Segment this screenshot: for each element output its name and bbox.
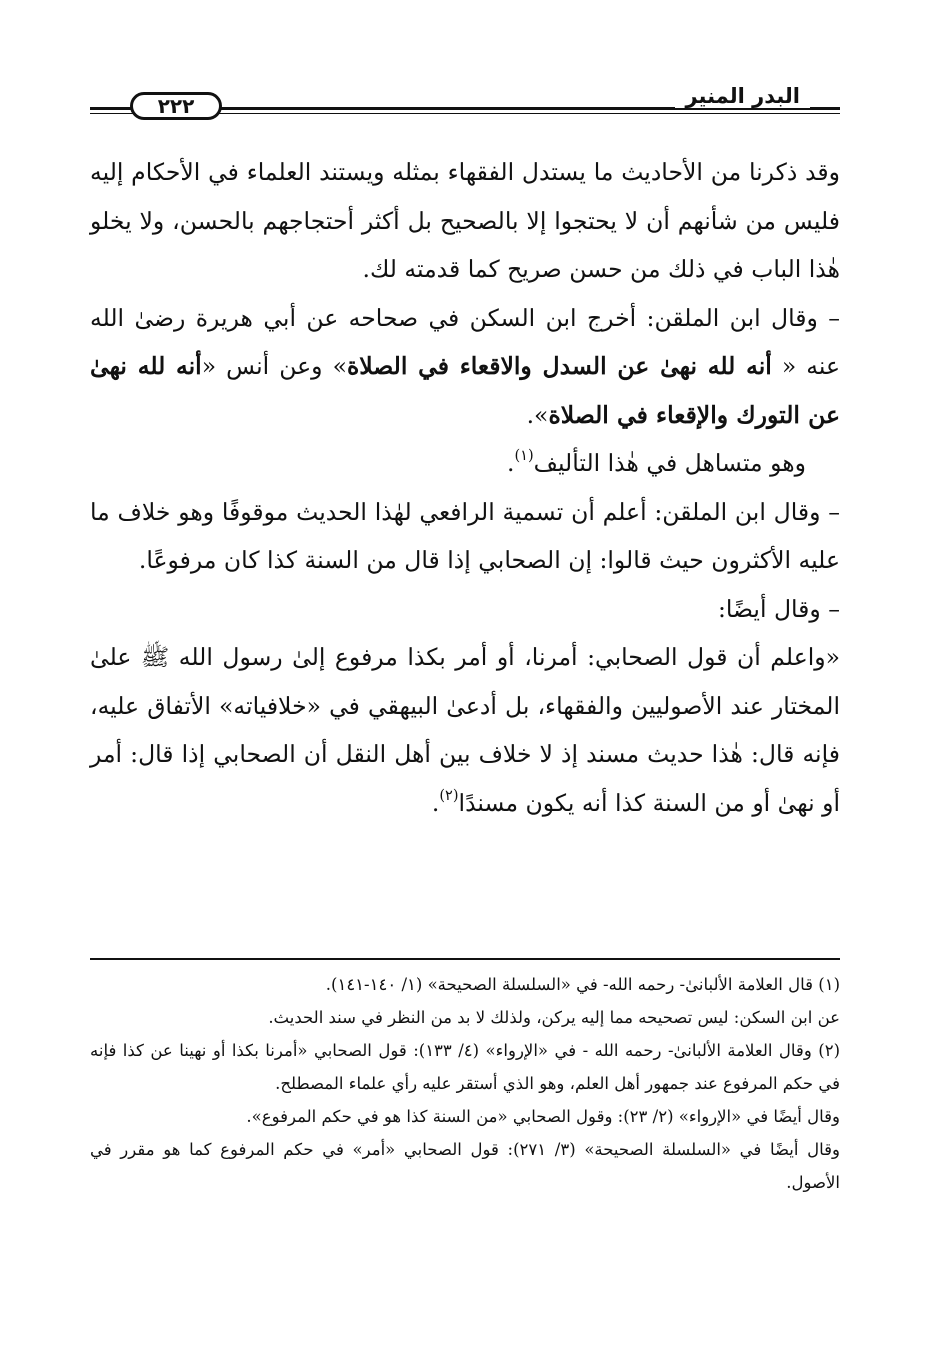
page-number: ٢٢٢	[130, 92, 222, 120]
main-text	[90, 148, 840, 827]
footnote-2: (٢) وقال العلامة الألبانىٰ- رحمه الله - في «الإرواء» (٤/ ١٣٣): قول الصحابي «أمرنا بكذا أو نهينا عن كذا فإنه في حكم المرفوع عند جمهور أهل العلم، وهو الذي أستقر عليه رأي علماء المصطلح.	[90, 1041, 840, 1093]
paragraph-also-said: – وقال أيضًا:	[717, 594, 840, 623]
footnotes	[90, 968, 840, 1199]
book-title: البدر المنير	[675, 84, 810, 108]
text-span: » وعن أنس «	[201, 352, 347, 380]
footnote-1: (١) قال العلامة الألبانىٰ- رحمه الله- في «السلسلة الصحيحة» (١/ ١٤٠-١٤١).	[325, 975, 840, 994]
hadith-quote-2: أنه لله نهىٰ عن التورك والإقعاء في الصلاة	[90, 352, 840, 429]
paragraph-quote	[90, 633, 840, 827]
text-span: .	[431, 788, 440, 817]
paragraph-rafii: – وقال ابن الملقن: أعلم أن تسمية الرافعي لهٰذا الحديث موقوفًا وهو خلاف ما عليه الأكثرون حيث قالوا: إن الصحابي إذا قال من السنة كذا كان مرفوعًا.	[90, 497, 840, 574]
hadith-quote-1: أنه لله نهىٰ عن السدل والاقعاء في الصلاة	[346, 352, 772, 380]
footnote-2-continued: وقال أيضًا في «السلسلة الصحيحة» (٣/ ٢٧١): قول الصحابي «أمر» في حكم المرفوع كما هو مقرر في الأصول.	[90, 1140, 840, 1192]
text-span: ».	[526, 400, 549, 429]
paragraph-ibn-mulaqqin-hadith	[90, 294, 840, 440]
page-header	[90, 82, 840, 130]
text-span: «واعلم أن قول الصحابي: أمرنا، أو أمر بكذا مرفوع إلىٰ رسول الله ﷺ علىٰ المختار عند الأصوليين والفقهاء، بل أدعىٰ البيهقي في «خلافياته» الأتفاق عليه، فإنه قال: هٰذا حديث مسند إذ لا خلاف بين أهل النقل أن الصحابي إذا قال: أمر أو نهىٰ أو من السنة كذا أنه يكون مسندًا	[90, 643, 840, 817]
text-span: .	[506, 449, 515, 477]
text-span: – وقال ابن الملقن: أخرج ابن السكن في صحاحه عن أبي هريرة رضىٰ الله عنه «	[90, 303, 840, 380]
footnote-ref-2: (٢)	[439, 786, 459, 804]
footnote-separator	[90, 958, 840, 960]
footnote-ref-1: (١)	[514, 447, 534, 465]
text-span: وهو متساهل في هٰذا التأليف	[533, 449, 806, 477]
paragraph-intro: وقد ذكرنا من الأحاديث ما يستدل الفقهاء بمثله ويستند العلماء في الأحكام إليه فليس من شأنهم أن لا يحتجوا إلا بالصحيح بل أكثر أحتجاجهم بالحسن، ولا يخلو هٰذا الباب في ذلك من حسن صريح كما قدمته لك.	[90, 158, 840, 283]
paragraph-comment	[90, 439, 840, 488]
footnote-2-continued: وقال أيضًا في «الإرواء» (٢/ ٢٣): وقول الصحابي «من السنة كذا هو في حكم المرفوع».	[246, 1107, 840, 1126]
footnote-1-continued: عن ابن السكن: ليس تصحيحه مما إليه يركن، ولذلك لا بد من النظر في سند الحديث.	[268, 1008, 840, 1027]
